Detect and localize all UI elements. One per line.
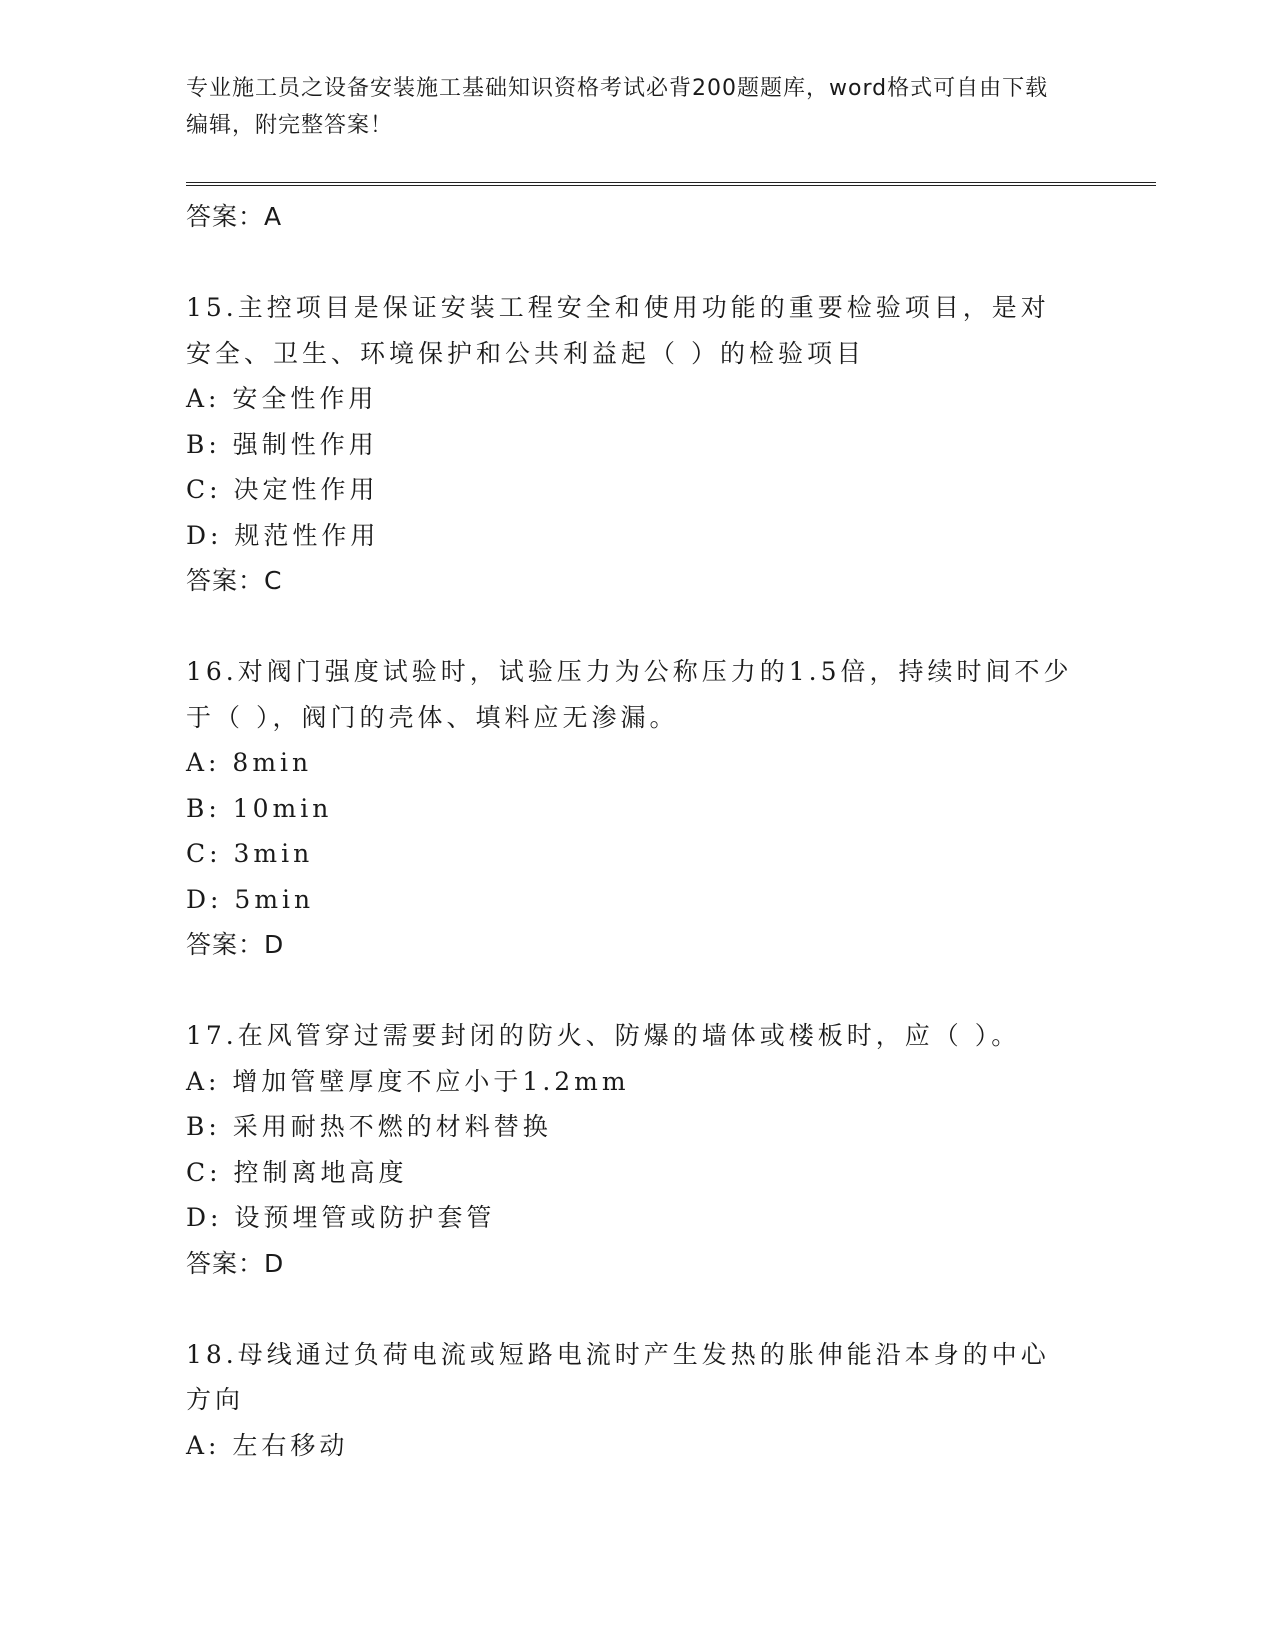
option-list (186, 376, 1156, 558)
question-stem: 17.在风管穿过需要封闭的防火、防爆的墙体或楼板时，应（ ）。 (186, 1021, 1021, 1050)
answer-line: 答案：D (186, 930, 285, 959)
answer-line: 答案：A (186, 202, 283, 231)
option-list (186, 740, 1156, 922)
answer-line: 答案：C (186, 566, 283, 595)
question-17 (186, 1013, 1156, 1286)
option-b: B: 采用耐热不燃的材料替换 (186, 1112, 552, 1141)
answer-line: 答案：D (186, 1248, 285, 1278)
document-header: 专业施工员之设备安装施工基础知识资格考试必背200题题库，word格式可自由下载编辑，附完整答案！ (186, 76, 1049, 138)
option-a: A: 左右移动 (186, 1430, 349, 1460)
option-c: C: 控制离地高度 (186, 1157, 408, 1187)
question-15 (186, 285, 1156, 603)
option-b: B: 10min (186, 793, 333, 823)
question-stem: 15.主控项目是保证安装工程安全和使用功能的重要检验项目，是对安全、卫生、环境保护和公共利益起（ ）的检验项目 (186, 293, 1050, 368)
option-a: A: 增加管壁厚度不应小于1.2mm (186, 1066, 630, 1096)
question-stem: 16.对阀门强度试验时，试验压力为公称压力的1.5倍，持续时间不少于（ ），阀门的壳体、填料应无渗漏。 (186, 657, 1073, 732)
option-d: D: 规范性作用 (186, 520, 380, 550)
option-a: A: 安全性作用 (186, 384, 378, 413)
option-list (186, 1423, 1156, 1469)
option-d: D: 设预埋管或防护套管 (186, 1203, 496, 1232)
question-16 (186, 649, 1156, 967)
option-b: B: 强制性作用 (186, 429, 378, 459)
header-divider (186, 182, 1156, 186)
question-18 (186, 1332, 1156, 1469)
option-a: A: 8min (186, 748, 313, 777)
option-list (186, 1059, 1156, 1241)
option-c: C: 决定性作用 (186, 475, 379, 504)
question-stem: 18.母线通过负荷电流或短路电流时产生发热的胀伸能沿本身的中心方向 (186, 1339, 1050, 1414)
document-page (186, 70, 1156, 1468)
option-d: D: 5min (186, 884, 315, 914)
question-list (186, 194, 1156, 1468)
option-c: C: 3min (186, 839, 314, 868)
